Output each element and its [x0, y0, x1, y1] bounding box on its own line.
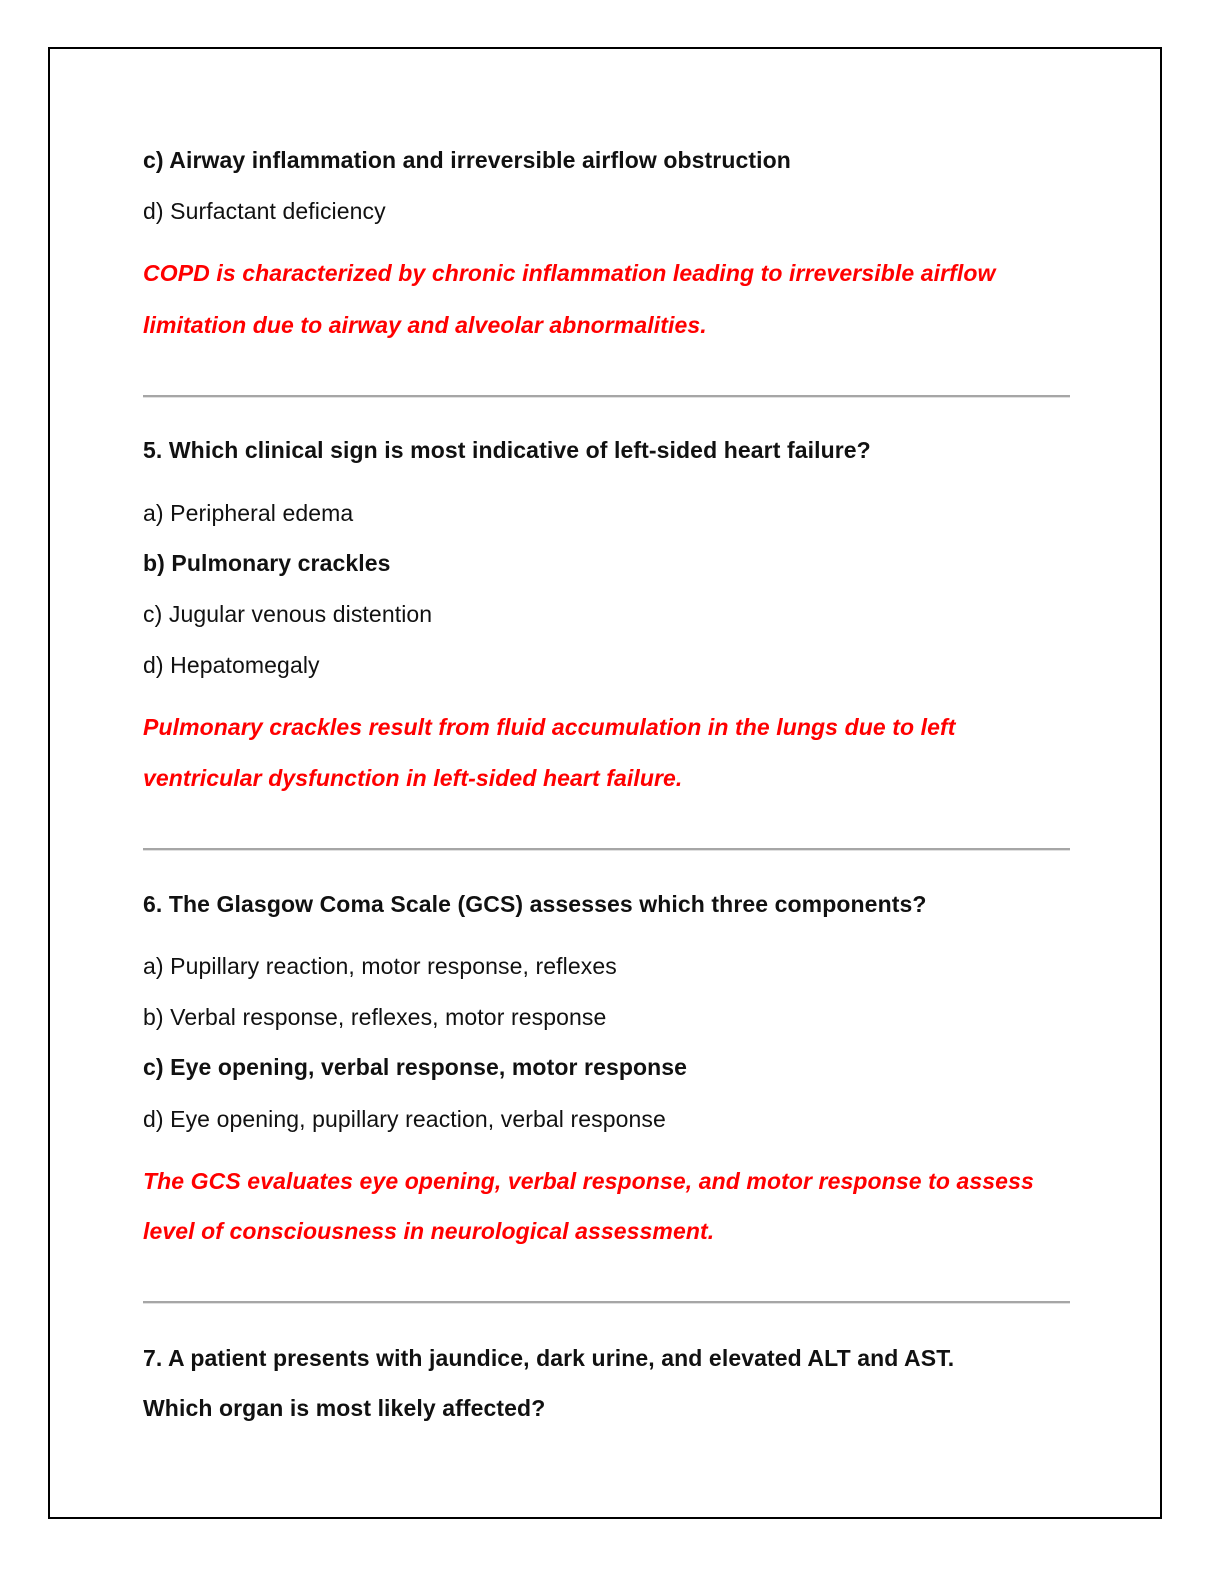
q4-explanation-line2: limitation due to airway and alveolar abnormalities.	[143, 312, 707, 338]
q6-question: 6. The Glasgow Coma Scale (GCS) assesses which three components?	[143, 891, 927, 917]
q6-option-b: b) Verbal response, reflexes, motor response	[143, 1004, 607, 1030]
divider-2	[143, 848, 1070, 851]
q5-question: 5. Which clinical sign is most indicative of left-sided heart failure?	[143, 437, 871, 463]
q6-explanation-line1: The GCS evaluates eye opening, verbal response, and motor response to assess	[143, 1168, 1034, 1194]
q6-option-c-correct: c) Eye opening, verbal response, motor response	[143, 1054, 688, 1080]
q5-explanation-line2: ventricular dysfunction in left-sided heart failure.	[143, 765, 683, 791]
q5-explanation-line1: Pulmonary crackles result from fluid accumulation in the lungs due to left	[143, 714, 956, 740]
q7-question-line2: Which organ is most likely affected?	[143, 1395, 546, 1421]
q6-option-d: d) Eye opening, pupillary reaction, verbal response	[143, 1106, 666, 1132]
q4-option-d: d) Surfactant deficiency	[143, 198, 386, 224]
q4-option-c-correct: c) Airway inflammation and irreversible airflow obstruction	[143, 147, 791, 173]
q5-option-a: a) Peripheral edema	[143, 500, 354, 526]
q5-option-c: c) Jugular venous distention	[143, 601, 433, 627]
divider-3	[143, 1301, 1070, 1304]
q6-option-a: a) Pupillary reaction, motor response, reflexes	[143, 953, 617, 979]
q7-question-line1: 7. A patient presents with jaundice, dark urine, and elevated ALT and AST.	[143, 1345, 955, 1371]
q5-option-d: d) Hepatomegaly	[143, 652, 320, 678]
q4-explanation-line1: COPD is characterized by chronic inflammation leading to irreversible airflow	[143, 260, 996, 286]
divider-1	[143, 395, 1070, 398]
q5-option-b-correct: b) Pulmonary crackles	[143, 550, 391, 576]
q6-explanation-line2: level of consciousness in neurological assessment.	[143, 1218, 715, 1244]
